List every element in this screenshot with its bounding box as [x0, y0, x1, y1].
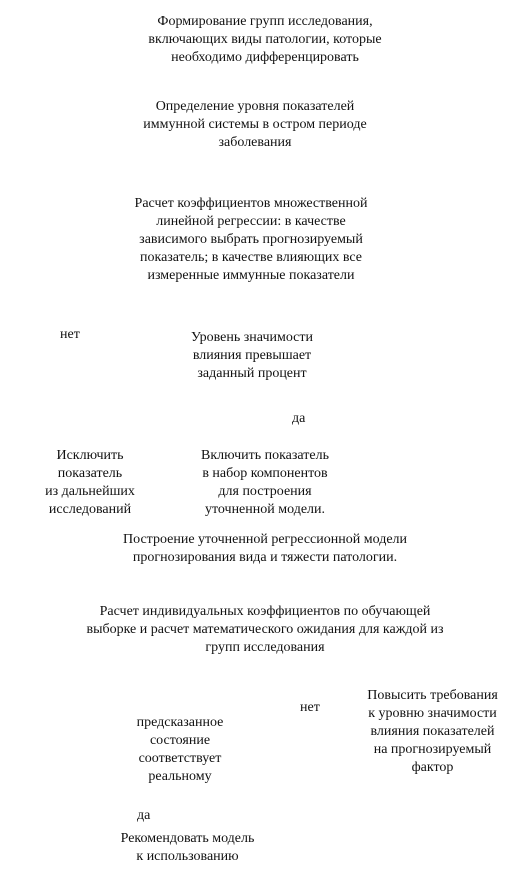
step-refined-model: Построение уточненной регрессионной модели прогнозирования вида и тяжести патологии.: [122, 532, 408, 565]
label-yes-significance: да: [292, 411, 306, 426]
step-form-groups: Формирование групп исследования, включающих виды патологии, которые необходимо дифференцировать: [148, 14, 382, 65]
step-exclude-indicator: Исключить показатель из дальнейших исследований: [45, 448, 135, 517]
label-no-significance: нет: [60, 327, 80, 342]
label-no-prediction: нет: [300, 700, 320, 715]
step-include-indicator: Включить показатель в набор компонентов для построения уточненной модели.: [201, 448, 329, 517]
step-regression: Расчет коэффициентов множественной линейной регрессии: в качестве зависимого выбрать прогнозируемый показатель; в качестве влияющих все измеренные иммунные показатели: [134, 196, 368, 283]
step-individual-coefs: Расчет индивидуальных коэффициентов по обучающей выборке и расчет математического ожидания для каждой из групп исследования: [86, 604, 444, 655]
label-yes-prediction: да: [137, 808, 151, 823]
step-recommend-model: Рекомендовать модель к использованию: [120, 831, 255, 864]
decision-significance: Уровень значимости влияния превышает заданный процент: [190, 330, 314, 381]
decision-prediction: предсказанное состояние соответствует реальному: [136, 715, 224, 784]
step-raise-requirements: Повысить требования к уровню значимости влияния показателей на прогнозируемый фактор: [367, 688, 498, 775]
step-determine-levels: Определение уровня показателей иммунной системы в остром периоде заболевания: [143, 99, 367, 150]
